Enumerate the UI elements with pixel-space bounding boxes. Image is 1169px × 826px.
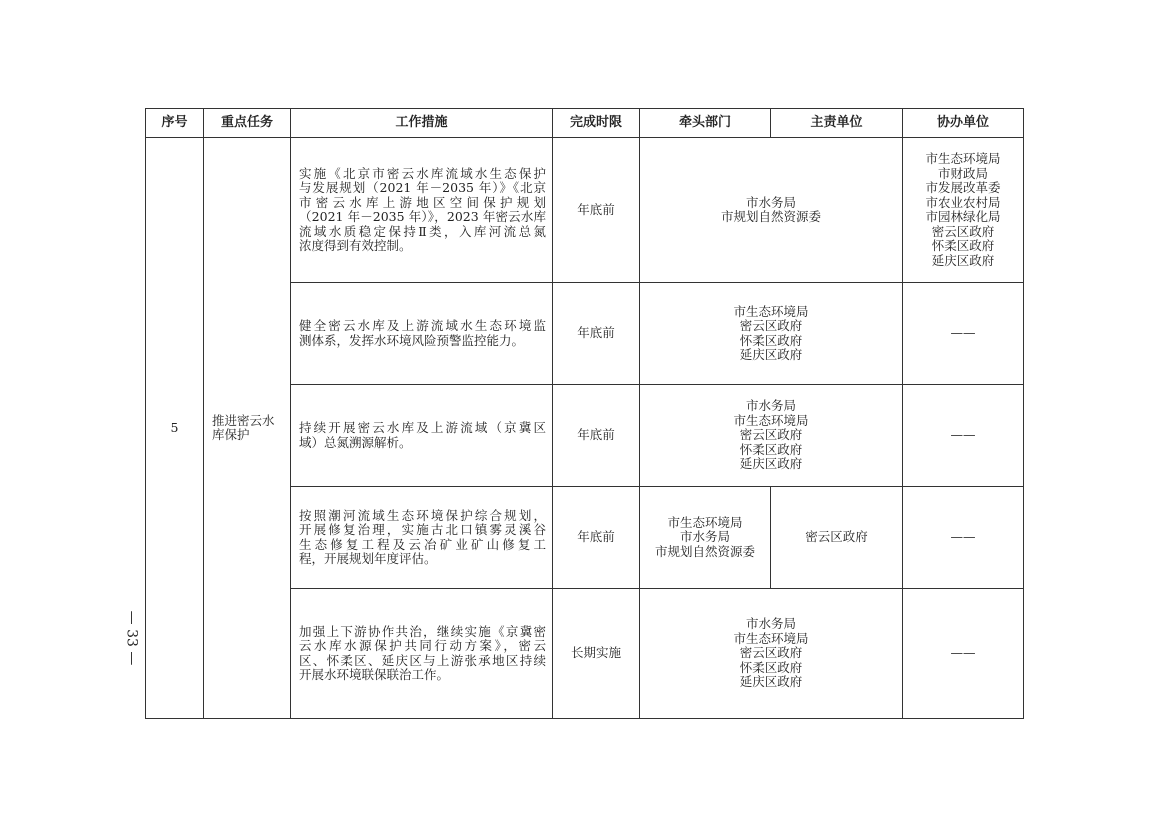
page-number: — 33 — xyxy=(123,610,140,666)
table-row xyxy=(146,138,1024,283)
column-header: 主责单位 xyxy=(771,109,903,138)
text-line: 持续开展密云水库及上游流域（京冀区 xyxy=(299,420,546,435)
text-line: 区、怀柔区、延庆区与上游张承地区持续 xyxy=(299,652,546,668)
assist-cell xyxy=(903,283,1024,385)
text-line: 健全密云水库及上游流域水生态环境监 xyxy=(299,318,546,333)
text-line: 加强上下游协作共治，继续实施《京冀密 xyxy=(299,623,546,639)
text-line: 市规划自然资源委 xyxy=(720,209,821,224)
text-line: 市密云水库上游地区空间保护规划 xyxy=(299,194,546,210)
text-line: 库保护 xyxy=(212,427,250,442)
text-line: 市生态环境局 xyxy=(925,151,1001,166)
text-line: 市农业农村局 xyxy=(925,194,1001,210)
text-line: 延庆区政府 xyxy=(931,252,995,268)
measure-cell xyxy=(291,283,553,385)
text-line: 延庆区政府 xyxy=(739,347,803,362)
responsible-cell xyxy=(771,487,903,589)
text-line: 开展修复治理，实施古北口镇雾灵溪谷 xyxy=(299,522,546,537)
text-line: 推进密云水 xyxy=(212,412,275,428)
assist-cell xyxy=(903,385,1024,487)
column-header: 牵头部门 xyxy=(640,109,771,138)
text-line: 市水务局 xyxy=(745,616,796,632)
text-line: 延庆区政府 xyxy=(739,456,803,472)
deadline-cell: 年底前 xyxy=(553,138,640,283)
text-line: 浓度得到有效控制。 xyxy=(299,238,412,253)
text-line: 生态修复工程及云冶矿业矿山修复工 xyxy=(299,536,546,552)
text-line: 云水库水源保护共同行动方案》，密云 xyxy=(299,638,546,653)
lead-cell xyxy=(640,589,903,719)
column-header: 序号 xyxy=(146,109,204,138)
deadline-cell: 长期实施 xyxy=(553,589,640,719)
text-line: 按照潮河流域生态环境保护综合规划， xyxy=(299,507,546,523)
text-line: 密云区政府 xyxy=(739,318,803,333)
text-line: 开展水环境联保联治工作。 xyxy=(299,667,450,682)
column-header: 重点任务 xyxy=(204,109,291,138)
deadline-cell: 年底前 xyxy=(553,487,640,589)
text-line: 怀柔区政府 xyxy=(739,332,803,348)
seq-cell: 5 xyxy=(146,138,204,719)
lead-cell xyxy=(640,138,903,283)
assist-cell xyxy=(903,138,1024,283)
task-table xyxy=(145,108,1024,719)
text-line: 市规划自然资源委 xyxy=(654,543,755,559)
text-line: 市水务局 xyxy=(679,529,730,545)
text-line: 怀柔区政府 xyxy=(931,238,995,253)
deadline-cell: 年底前 xyxy=(553,385,640,487)
assist-cell xyxy=(903,487,1024,589)
text-line: —— xyxy=(950,645,976,661)
table-header-row xyxy=(146,109,1024,138)
text-line: 密云区政府 xyxy=(739,645,803,661)
text-line: 市水务局 xyxy=(745,398,796,414)
text-line: 市生态环境局 xyxy=(733,303,809,319)
text-line: 市园林绿化局 xyxy=(925,209,1001,224)
column-header: 协办单位 xyxy=(903,109,1024,138)
text-line: 延庆区政府 xyxy=(739,674,803,690)
lead-cell xyxy=(640,283,903,385)
text-line: 怀柔区政府 xyxy=(739,659,803,675)
text-line: 实施《北京市密云水库流域水生态保护 xyxy=(299,165,546,181)
text-line: 怀柔区政府 xyxy=(739,441,803,457)
text-line: 与发展规划（2021 年－2035 年）》《北京 xyxy=(299,180,546,195)
text-line: —— xyxy=(950,427,976,443)
text-line: 市发展改革委 xyxy=(925,180,1001,195)
text-line: 市生态环境局 xyxy=(733,412,809,428)
text-line: —— xyxy=(950,529,976,545)
lead-cell xyxy=(640,487,771,589)
task-cell xyxy=(204,138,291,719)
text-line: 域）总氮溯源解析。 xyxy=(299,434,412,450)
text-line: 密云区政府 xyxy=(805,529,868,545)
text-line: 市生态环境局 xyxy=(667,514,743,530)
lead-cell xyxy=(640,385,903,487)
text-line: —— xyxy=(950,325,976,341)
column-header: 工作措施 xyxy=(291,109,553,138)
column-header: 完成时限 xyxy=(553,109,640,138)
text-line: 市生态环境局 xyxy=(733,630,809,646)
text-line: 密云区政府 xyxy=(931,223,995,239)
text-line: 市财政局 xyxy=(937,165,988,181)
text-line: 程，开展规划年度评估。 xyxy=(299,551,437,566)
measure-cell xyxy=(291,138,553,283)
deadline-cell: 年底前 xyxy=(553,283,640,385)
text-line: 测体系，发挥水环境风险预警监控能力。 xyxy=(299,332,525,348)
text-line: （2021 年－2035 年）》，2023 年密云水库 xyxy=(299,209,546,224)
text-line: 流域水质稳定保持Ⅱ类，入库河流总氮 xyxy=(299,223,546,239)
text-line: 市水务局 xyxy=(745,194,796,210)
measure-cell xyxy=(291,589,553,719)
measure-cell xyxy=(291,385,553,487)
assist-cell xyxy=(903,589,1024,719)
text-line: 密云区政府 xyxy=(739,427,803,443)
measure-cell xyxy=(291,487,553,589)
